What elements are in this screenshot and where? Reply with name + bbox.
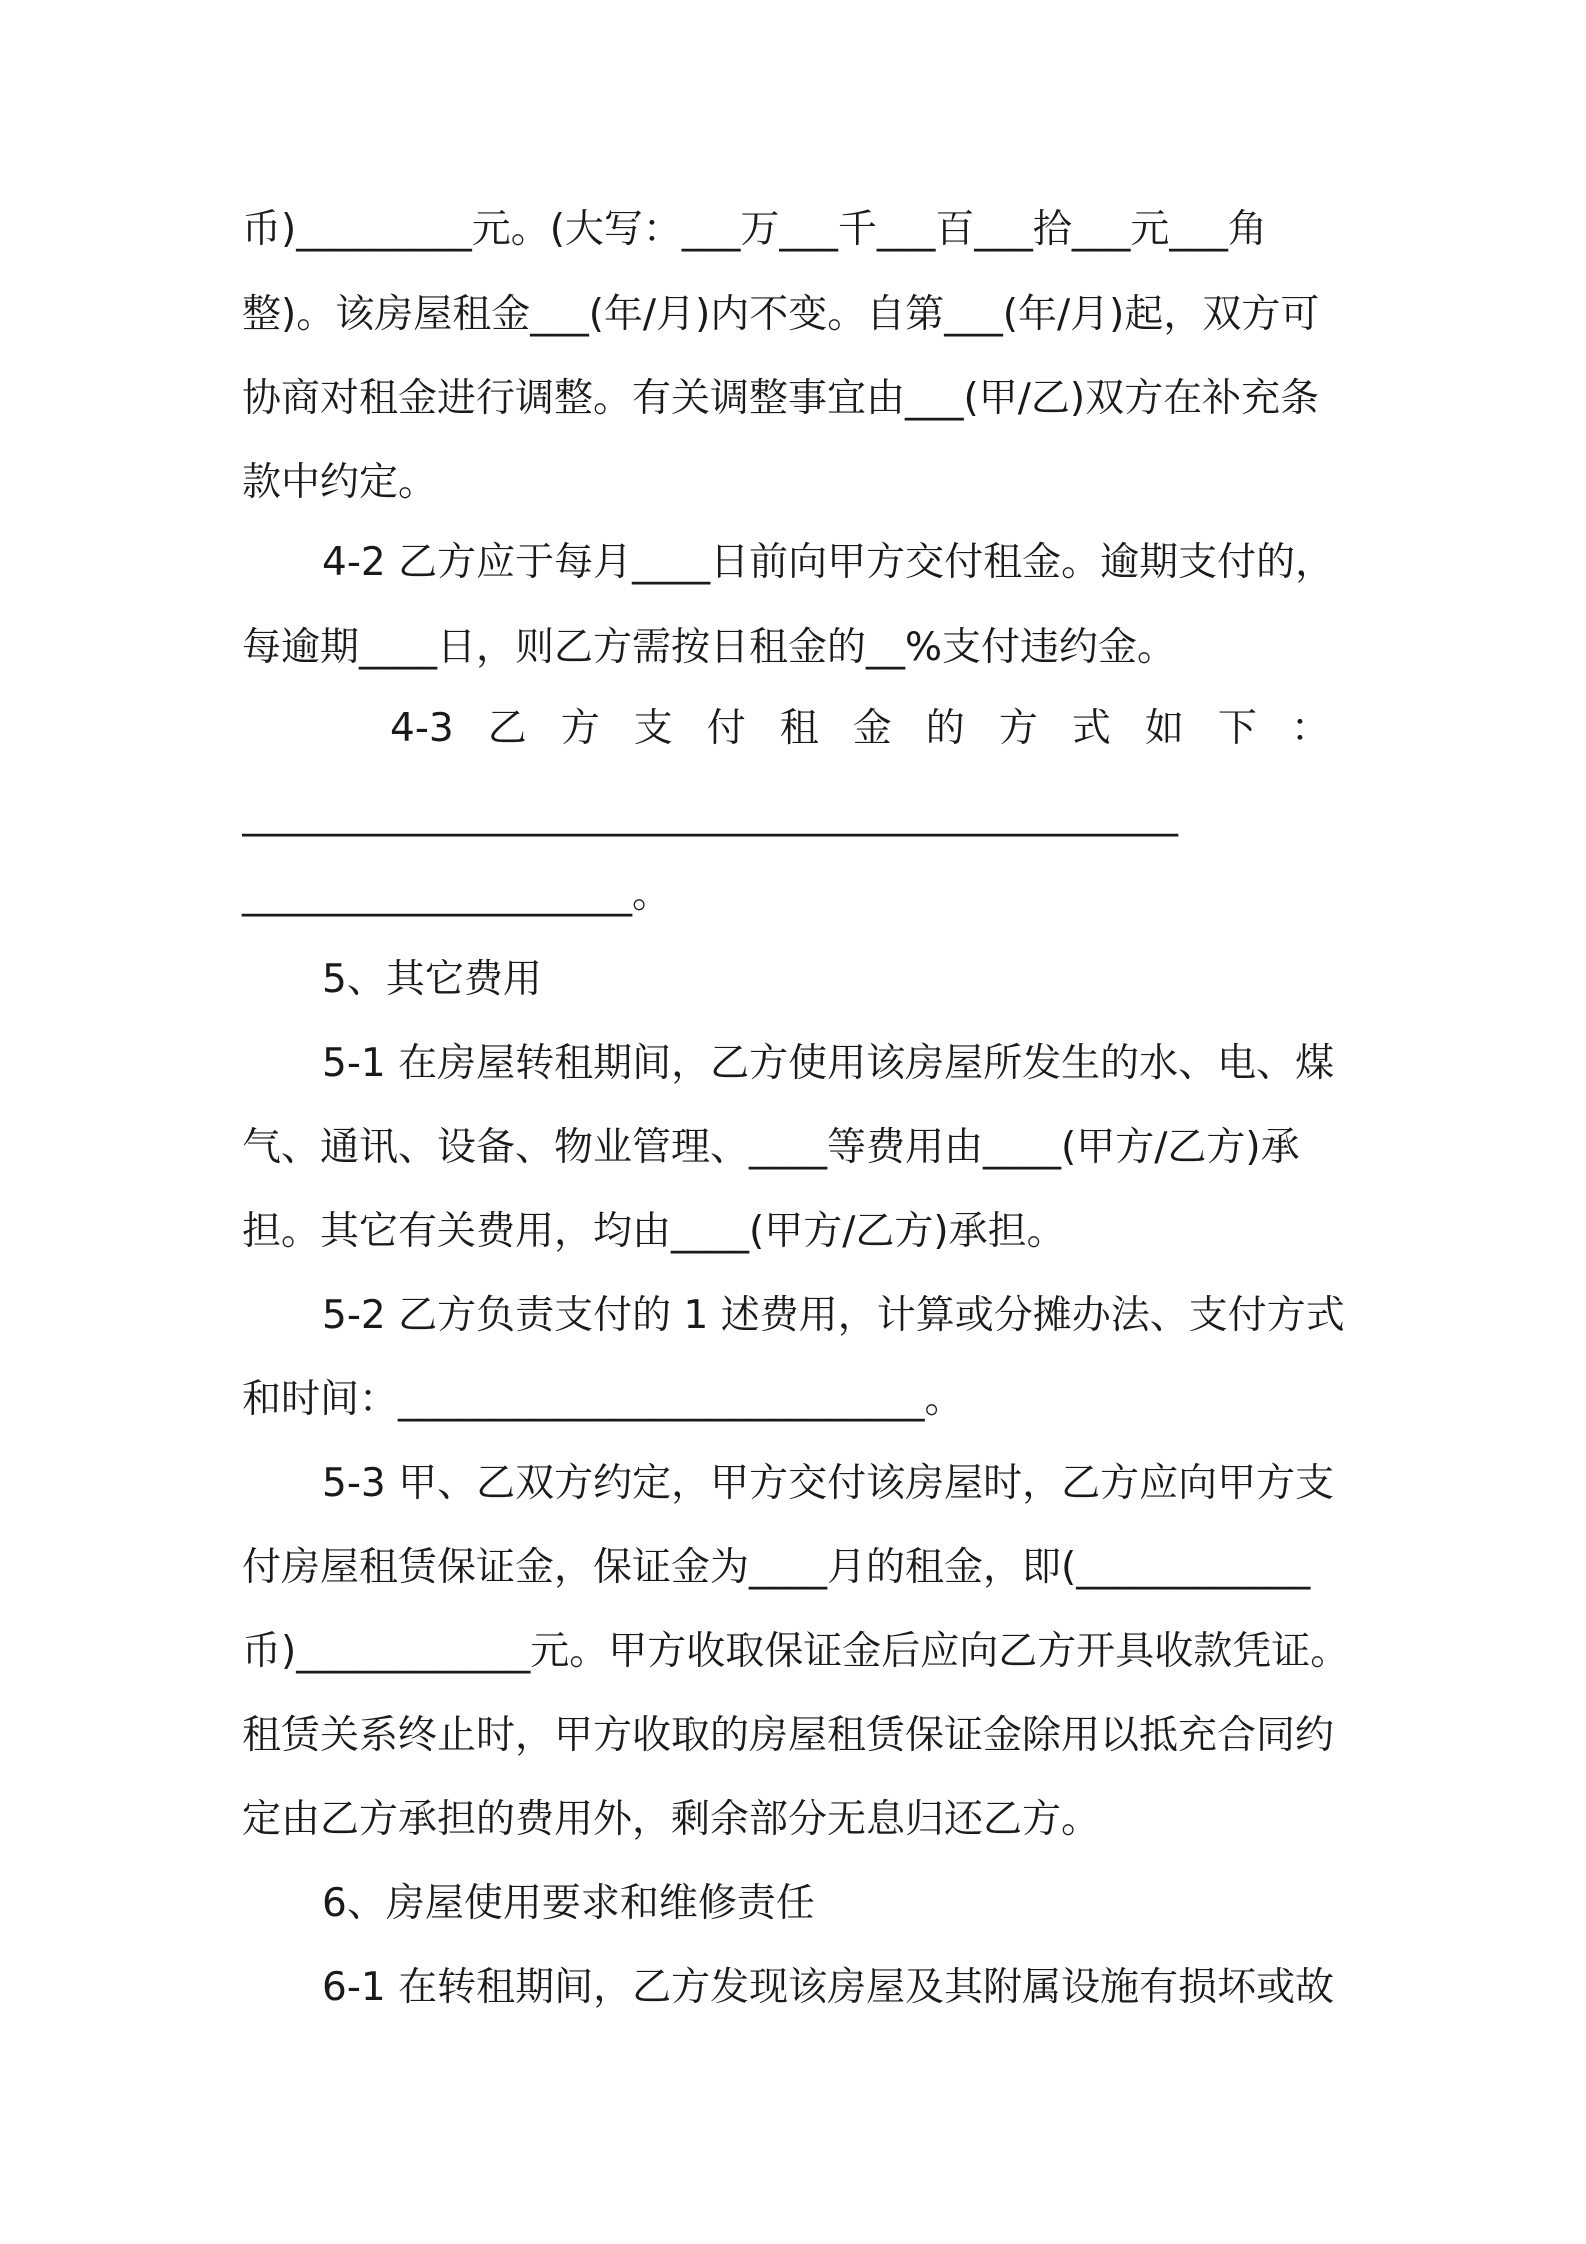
clause-4-3-char: 租 [779, 706, 819, 751]
clause-5-1-line-3: 担。其它有关费用，均由____(甲方/乙方)承担。 [242, 1209, 1066, 1254]
clause-5-3-line-2: 付房屋租赁保证金，保证金为____月的租金，即(____________ [242, 1545, 1311, 1590]
blank-line-1: ________________________________________________ [242, 792, 1178, 837]
clause-4-3-char: 式 [1071, 706, 1111, 751]
clause-5-3-line-3: 币)____________元。甲方收取保证金后应向乙方开具收款凭证。 [242, 1629, 1350, 1674]
clause-4-3-char: 方 [998, 706, 1038, 751]
clause-4-3-char: 方 [560, 706, 600, 751]
section-6-heading: 6、房屋使用要求和维修责任 [322, 1881, 815, 1926]
clause-5-3-line-5: 定由乙方承担的费用外，剩余部分无息归还乙方。 [242, 1797, 1101, 1842]
blank-line-2: ____________________。 [242, 872, 672, 917]
clause-5-1-line-1: 5-1 在房屋转租期间，乙方使用该房屋所发生的水、电、煤 [322, 1041, 1335, 1086]
clause-4-3-heading [390, 704, 1330, 754]
clause-4-3-char: 支 [633, 706, 673, 751]
clause-4-3-char: 金 [852, 706, 892, 751]
clause-4-3-char: ： [1290, 706, 1330, 751]
clause-4-3-char: 4-3 [390, 706, 454, 751]
text-line-1: 币)_________元。(大写：___万___千___百___拾___元___角 [242, 207, 1267, 252]
text-line-4: 款中约定。 [242, 460, 438, 505]
clause-6-1-line-1: 6-1 在转租期间，乙方发现该房屋及其附属设施有损坏或故 [322, 1965, 1335, 2010]
clause-4-3-char: 乙 [487, 706, 527, 751]
text-line-2: 整)。该房屋租金___(年/月)内不变。自第___(年/月)起，双方可 [242, 292, 1320, 337]
section-5-heading: 5、其它费用 [322, 957, 542, 1002]
text-line-3: 协商对租金进行调整。有关调整事宜由___(甲/乙)双方在补充条 [242, 376, 1320, 421]
clause-4-3-char: 付 [706, 706, 746, 751]
clause-4-3-char: 的 [925, 706, 965, 751]
clause-5-2-line-1: 5-2 乙方负责支付的 1 述费用，计算或分摊办法、支付方式 [322, 1293, 1345, 1338]
clause-4-2-line-2: 每逾期____日，则乙方需按日租金的__%支付违约金。 [242, 625, 1177, 670]
clause-4-3-char: 下 [1217, 706, 1257, 751]
clause-5-3-line-1: 5-3 甲、乙双方约定，甲方交付该房屋时，乙方应向甲方支 [322, 1461, 1335, 1506]
clause-5-1-line-2: 气、通讯、设备、物业管理、____等费用由____(甲方/乙方)承 [242, 1125, 1300, 1170]
clause-4-2-line-1: 4-2 乙方应于每月____日前向甲方交付租金。逾期支付的， [322, 540, 1335, 585]
clause-4-3-char: 如 [1144, 706, 1184, 751]
clause-5-2-line-2: 和时间：___________________________。 [242, 1377, 964, 1422]
clause-5-3-line-4: 租赁关系终止时，甲方收取的房屋租赁保证金除用以抵充合同约 [242, 1713, 1335, 1758]
